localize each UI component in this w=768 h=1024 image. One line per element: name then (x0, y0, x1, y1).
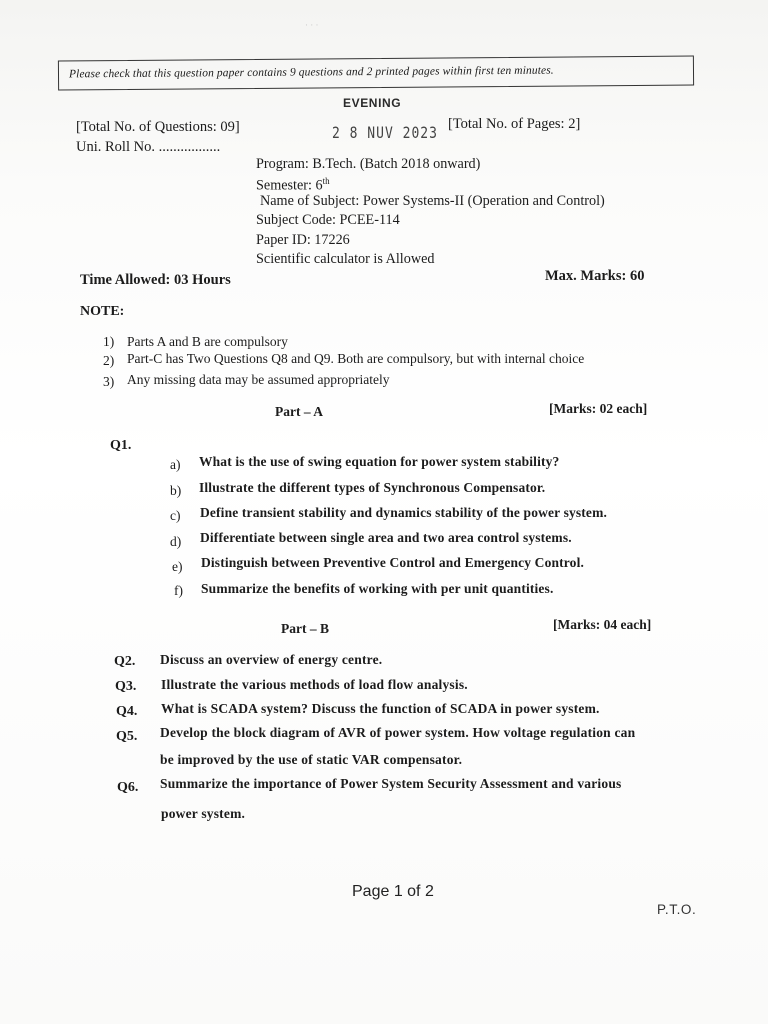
question-2-text: Discuss an overview of energy centre. (160, 652, 383, 667)
note-num-3: 3) (103, 374, 115, 389)
calculator-note: Scientific calculator is Allowed (256, 251, 435, 267)
note-num-1: 1) (103, 334, 115, 349)
question-6-text-line-1: Summarize the importance of Power System Security Assessment and various (160, 776, 622, 791)
program-line: Program: B.Tech. (Batch 2018 onward) (256, 156, 481, 172)
q1-letter-a: a) (170, 457, 181, 472)
question-4-number: Q4. (116, 704, 138, 719)
subject-name: Name of Subject: Power Systems-II (Operation and Control) (260, 193, 605, 209)
pto-label: P.T.O. (657, 902, 697, 917)
semester-text: Semester: 6 (256, 177, 323, 194)
part-b-marks: [Marks: 04 each] (553, 617, 652, 632)
subject-code: Subject Code: PCEE-114 (256, 212, 400, 228)
session-stamp: EVENING (343, 96, 402, 110)
question-3-text: Illustrate the various methods of load flow analysis. (161, 677, 468, 692)
faint-mark: · · · (305, 20, 319, 30)
question-3-number: Q3. (115, 679, 137, 694)
note-item-2: Part-C has Two Questions Q8 and Q9. Both are compulsory, but with internal choice (127, 351, 585, 366)
q1-sub-d: Differentiate between single area and two area control systems. (200, 530, 572, 545)
q1-sub-f: Summarize the benefits of working with per unit quantities. (201, 581, 554, 596)
paper-id: Paper ID: 17226 (256, 232, 350, 248)
q1-letter-d: d) (170, 534, 182, 549)
question-5-text-line-2: be improved by the use of static VAR compensator. (160, 752, 463, 767)
note-num-2: 2) (103, 353, 115, 368)
part-a-marks: [Marks: 02 each] (549, 401, 648, 416)
roll-number: Uni. Roll No. ................. (76, 139, 221, 155)
total-pages: [Total No. of Pages: 2] (448, 116, 581, 132)
note-item-3: Any missing data may be assumed appropriately (127, 372, 390, 387)
q1-letter-f: f) (174, 583, 183, 598)
q1-sub-a: What is the use of swing equation for power system stability? (199, 454, 560, 469)
q1-sub-e: Distinguish between Preventive Control and Emergency Control. (201, 555, 585, 570)
page-number: Page 1 of 2 (352, 883, 434, 900)
q1-letter-c: c) (170, 508, 181, 523)
note-heading: NOTE: (80, 304, 125, 319)
total-questions: [Total No. of Questions: 09] (76, 119, 240, 135)
part-a-title: Part – A (275, 404, 323, 419)
semester-superscript: th (322, 176, 330, 186)
question-6-text-line-2: power system. (161, 806, 246, 821)
question-1-number: Q1. (110, 438, 132, 453)
q1-letter-e: e) (172, 559, 183, 574)
q1-letter-b: b) (170, 483, 182, 498)
time-allowed: Time Allowed: 03 Hours (80, 272, 231, 288)
semester-line (256, 176, 330, 195)
q1-sub-b: Illustrate the different types of Synchronous Compensator. (199, 480, 546, 495)
question-4-text: What is SCADA system? Discuss the function of SCADA in power system. (161, 701, 600, 716)
q1-sub-c: Define transient stability and dynamics stability of the power system. (200, 505, 607, 520)
date-stamp: 2 8 NUV 2023 (332, 124, 438, 143)
question-6-number: Q6. (117, 780, 139, 795)
question-5-text-line-1: Develop the block diagram of AVR of power system. How voltage regulation can (160, 725, 636, 740)
notice-box (58, 56, 694, 91)
max-marks: Max. Marks: 60 (545, 268, 645, 284)
note-item-1: Parts A and B are compulsory (127, 334, 288, 349)
question-5-number: Q5. (116, 729, 138, 744)
part-b-title: Part – B (281, 621, 329, 636)
notice-text: Please check that this question paper contains 9 questions and 2 printed pages within first ten minutes. (68, 64, 554, 81)
question-2-number: Q2. (114, 654, 136, 669)
